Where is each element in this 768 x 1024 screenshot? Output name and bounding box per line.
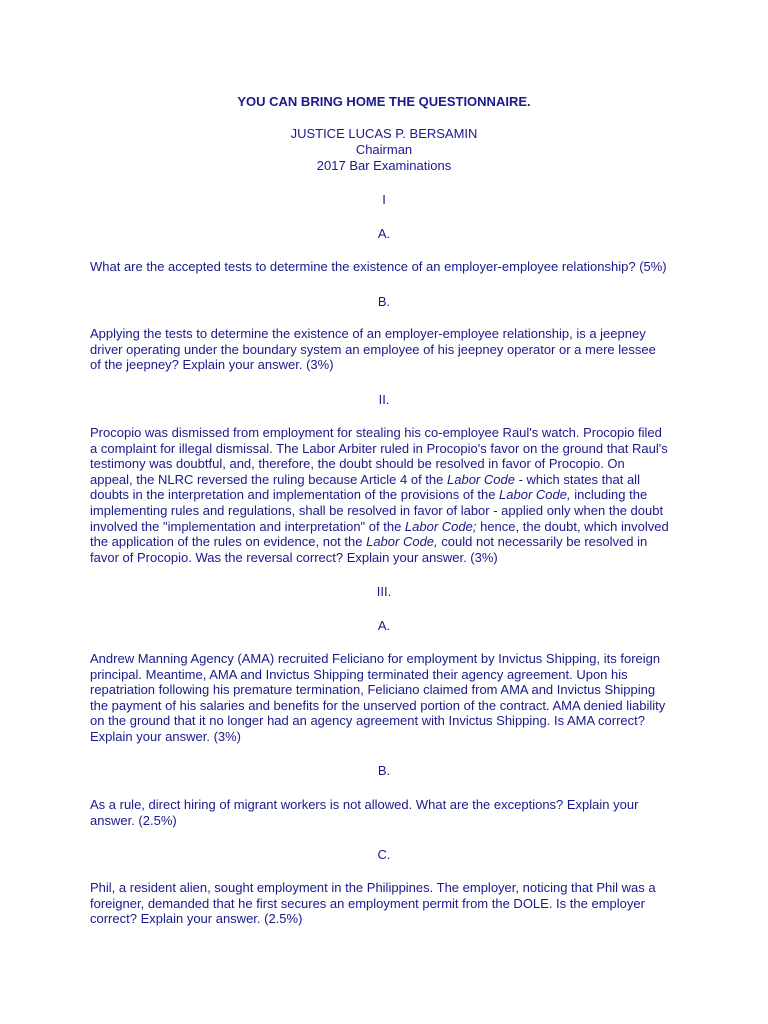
- question-3a-line: repatriation following his premature termination, Feliciano claimed from AMA and Invictus Shipping: [90, 682, 656, 698]
- question-3b-line: answer. (2.5%): [90, 812, 177, 828]
- subsection-label-3a: A.: [377, 618, 391, 633]
- question-2-line: [90, 472, 690, 488]
- text-run: could not necessarily be resolved in: [437, 534, 648, 550]
- text-run: appeal, the NLRC reversed the ruling because Article 4 of the: [90, 471, 447, 487]
- question-3a-line: the payment of his salaries and benefits for the unserved portion of the contract. AMA denied liability: [90, 697, 666, 713]
- text-run: - which states that all: [514, 471, 640, 487]
- question-1b: [90, 326, 690, 373]
- question-2-line: [90, 519, 690, 535]
- question-2-line: implementing rules and regulations, shall be resolved in favor of labor - applied only when the doubt: [90, 502, 664, 518]
- subsection-label-3c: C.: [377, 847, 391, 862]
- question-2-line: [90, 534, 690, 550]
- question-2-line: Procopio was dismissed from employment for stealing his co-employee Raul's watch. Procopio filed: [90, 425, 662, 440]
- text-run: hence, the doubt, which involved: [476, 518, 669, 534]
- question-3c-line: foreigner, demanded that he first secures an employment permit from the DOLE. Is the employer: [90, 895, 645, 911]
- question-1a: What are the accepted tests to determine the existence of an employer-employee relationship? (5%): [90, 259, 667, 274]
- question-3a-line: Explain your answer. (3%): [90, 728, 242, 744]
- question-1b-line: driver operating under the boundary system an employee of his jeepney operator or a mere lessee: [90, 341, 656, 357]
- section-numeral-2: II.: [378, 392, 390, 407]
- subsection-label-3b: B.: [377, 763, 391, 778]
- document-title: YOU CAN BRING HOME THE QUESTIONNAIRE.: [237, 94, 531, 109]
- question-3b: [90, 797, 690, 828]
- section-numeral-1: I: [382, 192, 386, 207]
- text-run: the application of the rules on evidence, not the: [90, 534, 367, 550]
- question-2-line: [90, 487, 690, 503]
- text-run: involved the "implementation and interpretation" of the: [90, 518, 405, 534]
- subsection-label-1b: B.: [377, 294, 391, 309]
- question-3a-line: Andrew Manning Agency (AMA) recruited Feliciano for employment by Invictus Shipping, its foreign: [90, 651, 661, 666]
- question-2-line: favor of Procopio. Was the reversal correct? Explain your answer. (3%): [90, 549, 498, 565]
- italic-term: Labor Code,: [499, 487, 571, 503]
- question-3b-line: As a rule, direct hiring of migrant workers is not allowed. What are the exceptions? Explain your: [90, 797, 639, 812]
- question-3a: [90, 651, 690, 745]
- question-3a-line: on the ground that it no longer had an agency agreement with Invictus Shipping. Is AMA correct?: [90, 713, 646, 729]
- italic-term: Labor Code,: [366, 534, 438, 550]
- question-2: [90, 425, 690, 565]
- exam-name: 2017 Bar Examinations: [316, 158, 452, 173]
- question-3a-line: principal. Meantime, AMA and Invictus Shipping terminated their agency agreement. Upon his: [90, 666, 628, 682]
- question-2-line: a complaint for illegal dismissal. The Labor Arbiter ruled in Procopio's favor on the ground that Raul's: [90, 440, 668, 456]
- text-run: doubts in the interpretation and implementation of the provisions of the: [90, 487, 500, 503]
- text-run: including the: [570, 487, 648, 503]
- author-role: Chairman: [355, 142, 413, 157]
- section-numeral-3: III.: [376, 584, 392, 599]
- question-1b-line: of the jeepney? Explain your answer. (3%): [90, 357, 334, 373]
- italic-term: Labor Code;: [404, 518, 477, 534]
- question-1b-line: Applying the tests to determine the existence of an employer-employee relationship, is a jeepney: [90, 326, 646, 341]
- italic-term: Labor Code: [447, 471, 515, 487]
- question-2-line: testimony was doubtful, and, therefore, the doubt should be resolved in favor of Procopio. On: [90, 456, 625, 472]
- author-name: JUSTICE LUCAS P. BERSAMIN: [290, 126, 478, 141]
- question-3c: [90, 880, 690, 927]
- subsection-label-1a: A.: [377, 226, 391, 241]
- question-3c-line: correct? Explain your answer. (2.5%): [90, 911, 303, 927]
- question-3c-line: Phil, a resident alien, sought employment in the Philippines. The employer, noticing that Phil was a: [90, 880, 656, 895]
